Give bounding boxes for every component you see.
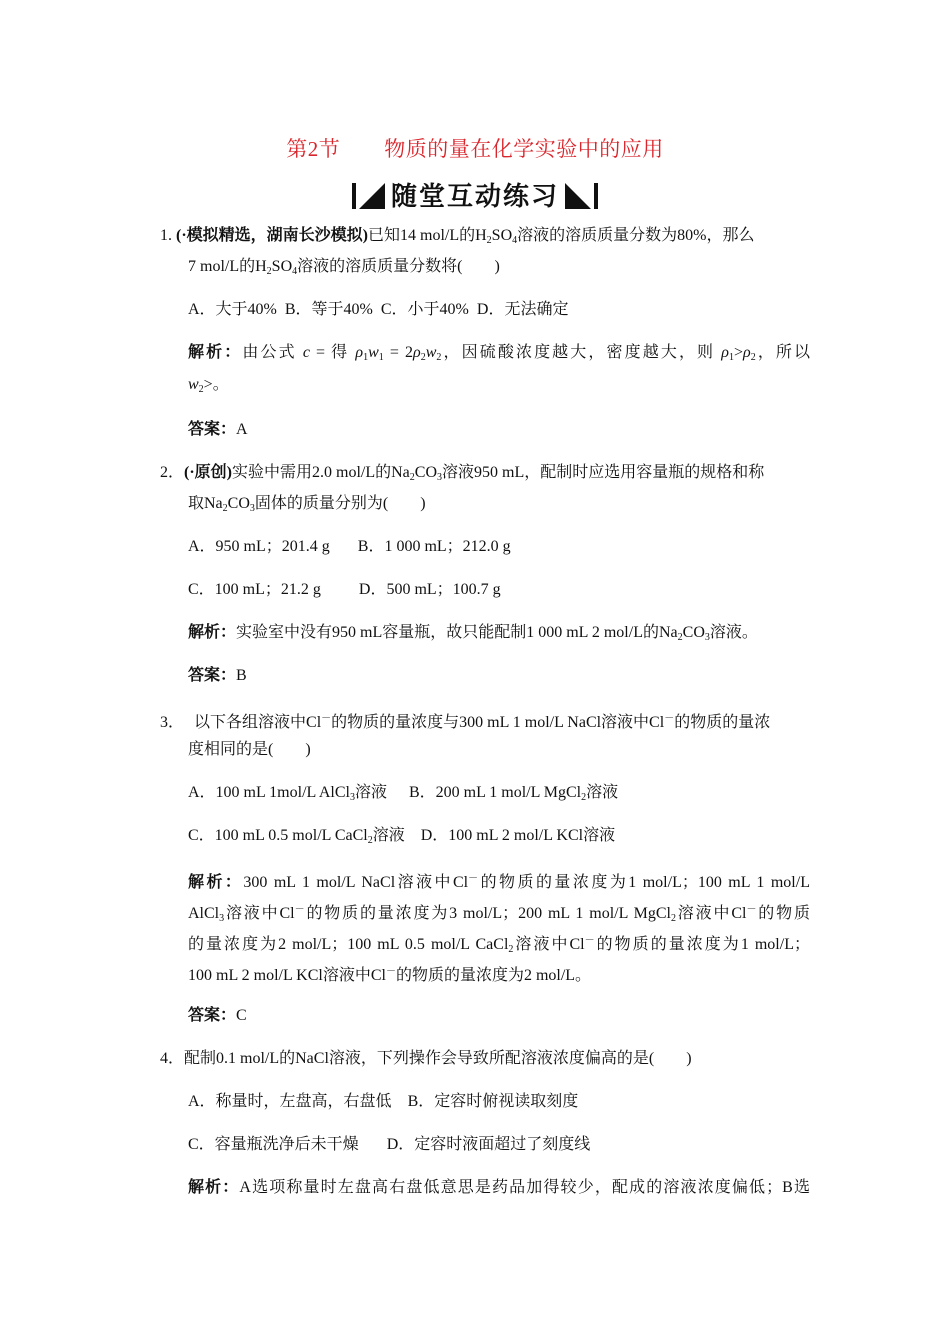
q2-option-b: B．1 000 mL；212.0 g [357,538,511,555]
analysis-text: 的物质的量浓度为1 mol/L； [594,936,810,953]
q3-text: 以下各组溶液中Cl [194,714,322,731]
analysis-text: 100 mL 2 mol/L KCl溶液中Cl [188,967,386,984]
q1-answer [188,420,810,440]
analysis-text: ，所以 [755,344,811,361]
q2-text: CO [227,495,250,512]
subscript: 2 [420,352,426,363]
subscript: 1 [363,352,369,363]
analysis-text: 溶液。 [709,624,758,641]
var-rho: ρ [721,344,729,361]
q1-stem-line2 [188,257,810,282]
var-rho: ρ [355,344,364,361]
q3-option-a: 溶液 [354,784,387,801]
q2-number: 2． [160,464,185,481]
q3-answer [188,1006,810,1026]
q1-text: SO [491,227,513,244]
q1-text: 已知14 mol/L的H [368,227,487,244]
superscript: － [294,904,305,915]
q1-stem-line1 [160,226,810,251]
subscript: 4 [292,266,298,277]
q3-option-d: D．100 mL 2 mol/L KCl溶液 [420,827,616,844]
analysis-text: 的物质的量浓度为3 mol/L；200 mL 1 mol/L MgCl [304,905,671,922]
subscript: 2 [670,913,676,924]
q4-number: 4． [160,1050,185,1067]
analysis-text: 300 mL 1 mol/L NaCl溶液中Cl [243,874,469,891]
q1-analysis-line2 [188,375,810,400]
q2-stem-line1 [160,463,810,488]
q4-stem [160,1049,810,1069]
q2-option-c: C．100 mL；21.2 g [188,581,321,598]
superscript: － [385,966,396,977]
q2-options-cd [188,580,810,600]
q1-text: 溶液的溶质质量分数为80%，那么 [517,227,755,244]
q4-options-ab [188,1092,810,1112]
subscript: 3 [704,632,710,643]
subscript: 2 [367,835,373,846]
analysis-text: 实验室中没有950 mL容量瓶，故只能配制1 000 mL 2 mol/L的Na [236,624,678,641]
practice-banner [0,176,950,213]
subscript: 2 [198,384,204,395]
q3-text: 的物质的量浓 [674,714,771,731]
q3-stem-line1 [160,709,810,733]
q3-text: 的物质的量浓度与300 mL 1 mol/L NaCl溶液中Cl [331,714,665,731]
q2-analysis [188,623,810,648]
analysis-text: 的物质的量浓度为1 mol/L；100 mL 1 mol/L [478,874,810,891]
analysis-text: 溶液中Cl [513,936,585,953]
subscript: 2 [409,472,415,483]
banner-triangle-right-icon [565,183,591,209]
q2-text: 溶液950 mL，配制时应选用容量瓶的规格和称 [442,464,765,481]
section-title [0,133,950,163]
subscript: 2 [266,266,272,277]
superscript: － [321,713,332,724]
analysis-text: 溶液中Cl [224,905,295,922]
q4-option-a: A．称量时，左盘高，右盘低 [188,1093,392,1110]
analysis-label: 解析： [188,344,243,361]
section-heading: 物质的量在化学实验中的应用 [384,137,664,161]
banner-triangle-left-icon [359,183,385,209]
q2-option-a: A．950 mL；201.4 g [188,538,330,555]
subscript: 1 [728,352,734,363]
q1-source-tag: (·模拟精选，湖南长沙模拟) [176,227,368,244]
q1-text: 7 mol/L的H [188,258,267,275]
var-c: c [302,344,310,361]
analysis-label: 解析： [188,624,237,641]
q4-option-b: B．定容时俯视读取刻度 [407,1093,579,1110]
var-w: w [425,344,437,361]
q4-options-cd [188,1135,810,1155]
q3-analysis-line2 [188,900,810,929]
banner-text: 随堂互动练习 [390,182,559,212]
answer-label: 答案： [188,667,237,684]
q3-option-b: 溶液 [586,784,619,801]
banner-bar-left-icon [352,183,356,209]
answer-value: A [236,421,248,438]
q2-option-d: D．500 mL；100.7 g [358,581,501,598]
q3-options-ab [188,783,810,808]
answer-label: 答案： [188,421,237,438]
subscript: 2 [581,792,587,803]
q3-options-cd [188,826,810,851]
q1-text: SO [271,258,293,275]
q2-text: 固体的质量分别为( ) [254,495,426,512]
analysis-text: 的物质的量浓度为2 mol/L。 [395,967,592,984]
q3-analysis-line3 [188,931,810,960]
analysis-text: ，因硫酸浓度越大，密度越大，则 [441,344,716,361]
subscript: 3 [349,792,355,803]
q3-option-b: B．200 mL 1 mol/L MgCl [408,784,582,801]
subscript: 2 [508,944,514,955]
analysis-text: 的物质 [756,905,810,922]
analysis-text: >。 [203,376,229,393]
analysis-text: = 得 [316,344,350,361]
var-rho: ρ [743,344,751,361]
subscript: 3 [219,913,225,924]
q2-text: 实验中需用2.0 mol/L的Na [232,464,410,481]
superscript: － [746,904,757,915]
q3-analysis-line4 [188,962,810,986]
var-rho: ρ [413,344,421,361]
analysis-text: = 2 [389,344,414,361]
var-w: w [368,344,379,361]
subscript: 2 [677,632,683,643]
q4-analysis-line1 [188,1178,810,1198]
banner-bar-right-icon [594,183,598,209]
q3-analysis-line1 [188,869,810,893]
analysis-text: AlCl [188,905,220,922]
superscript: － [468,873,479,884]
q2-answer [188,666,810,686]
q2-stem-line2 [188,494,810,519]
q2-text: 取Na [188,495,223,512]
q3-option-c: 溶液 [372,827,405,844]
analysis-text: 由公式 [242,344,297,361]
analysis-text: > [733,344,744,361]
q2-options-ab [188,537,810,557]
q3-option-c: C．100 mL 0.5 mol/L CaCl [188,827,368,844]
q3-stem-line2: 度相同的是( ) [188,741,311,758]
q4-option-d: D．定容时液面超过了刻度线 [386,1136,591,1153]
subscript: 2 [436,352,442,363]
subscript: 3 [249,503,255,514]
analysis-text: 的量浓度为2 mol/L；100 mL 0.5 mol/L CaCl [188,936,509,953]
q1-text: 溶液的溶质质量分数将( ) [297,258,500,275]
analysis-text: CO [682,624,705,641]
subscript: 2 [750,352,756,363]
q2-text: CO [414,464,438,481]
analysis-text: 溶液中Cl [675,905,747,922]
q2-source-tag: (·原创) [184,464,233,481]
superscript: － [664,713,675,724]
q4-option-c: C．容量瓶洗净后未干燥 [188,1136,359,1153]
subscript: 3 [437,472,443,483]
analysis-label: 解析： [188,874,244,891]
subscript: 2 [486,235,492,246]
var-w: w [188,376,199,393]
q1-number: 1. [160,227,172,244]
q3-option-a: A．100 mL 1mol/L AlCl [188,784,350,801]
answer-value: C [236,1007,247,1024]
answer-value: B [236,667,247,684]
subscript: 1 [378,352,384,363]
q1-options: A．大于40% B．等于40% C．小于40% D．无法确定 [188,301,569,318]
subscript: 2 [222,503,228,514]
subscript: 4 [512,235,518,246]
analysis-text: A选项称量时左盘高右盘低意思是药品加得较少，配成的溶液浓度偏低；B选 [239,1179,810,1196]
q4-text: 配制0.1 mol/L的NaCl溶液，下列操作会导致所配溶液浓度偏高的是( ) [184,1050,692,1067]
superscript: － [584,935,595,946]
analysis-label: 解析： [188,1179,240,1196]
q3-number: 3． [160,714,185,731]
answer-label: 答案： [188,1007,237,1024]
section-number: 第2节 [286,137,341,161]
q1-analysis-line1 [188,343,810,368]
